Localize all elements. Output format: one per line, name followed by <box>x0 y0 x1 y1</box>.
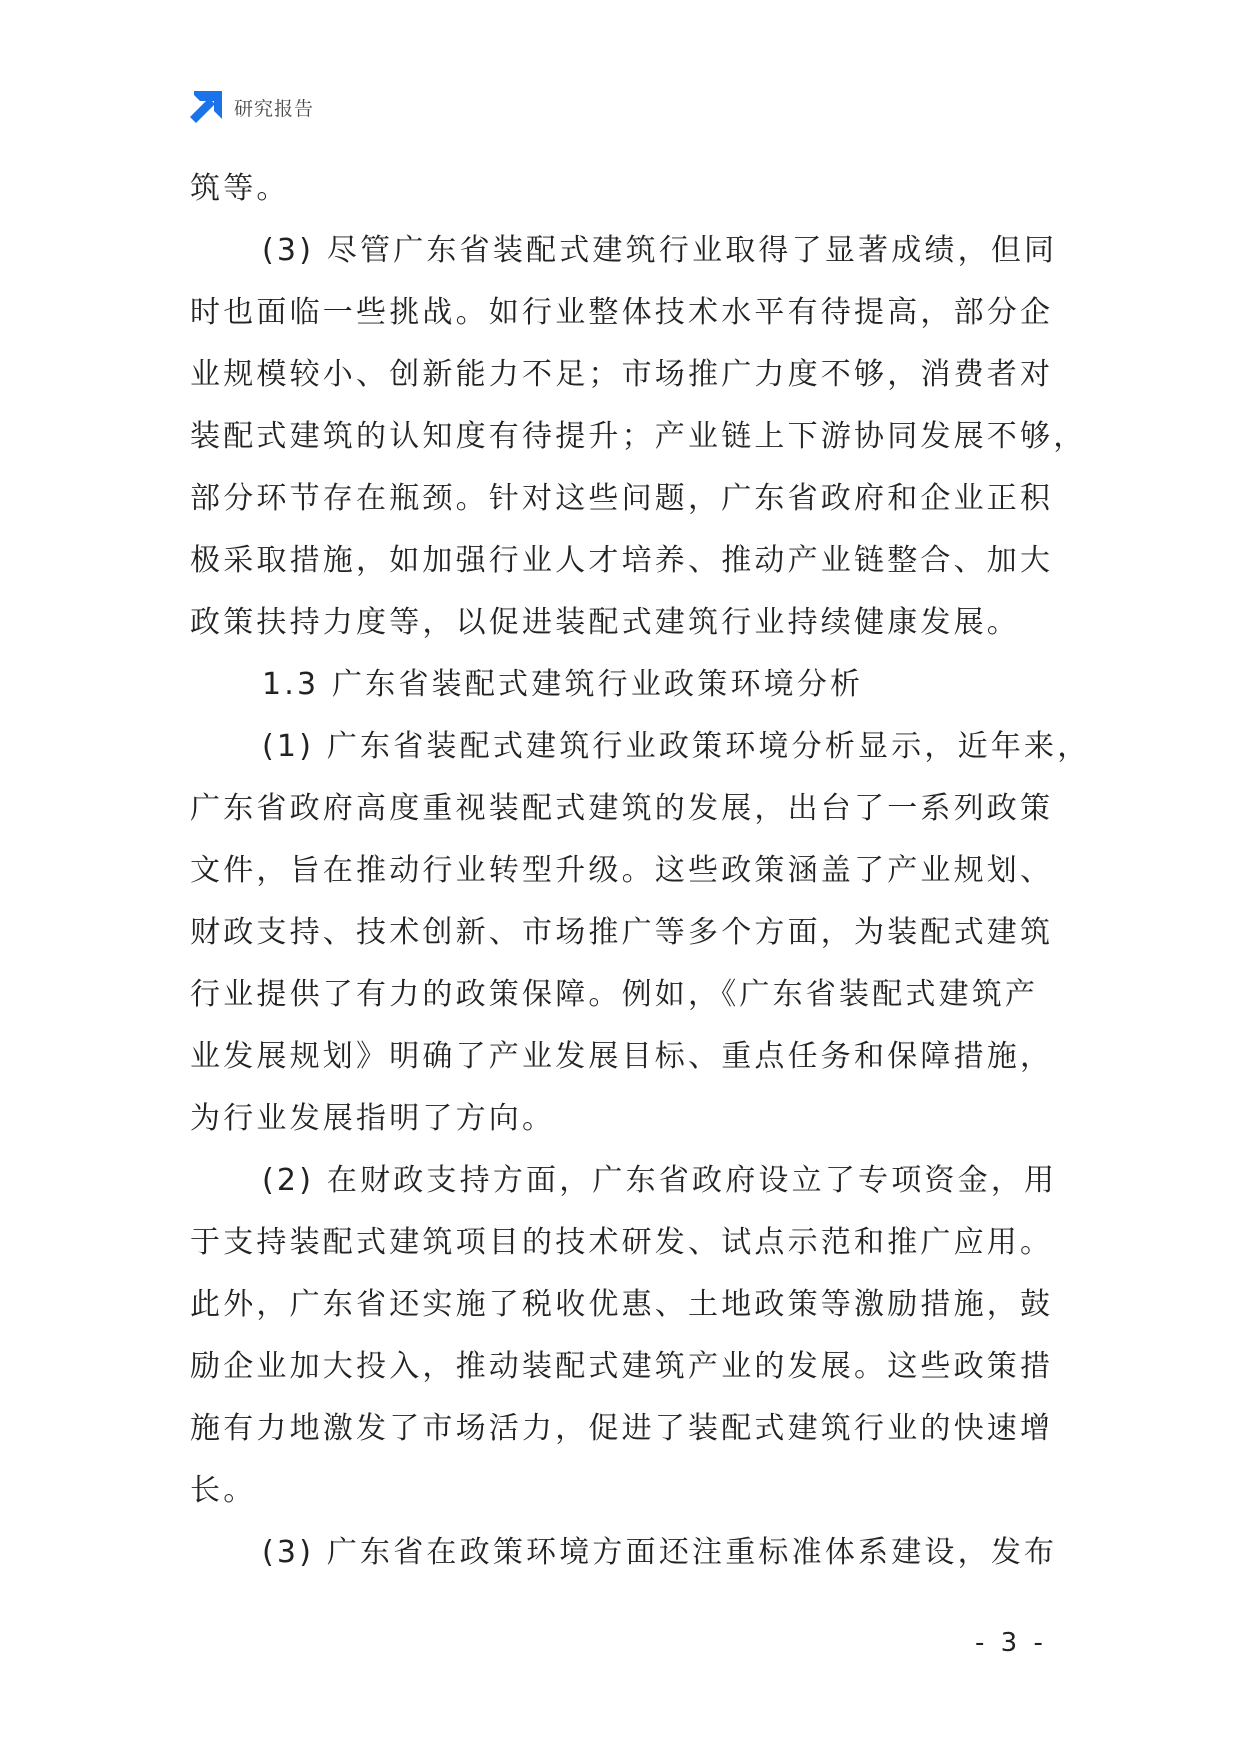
text-line: 筑等。 <box>190 171 290 206</box>
text-line: 施有力地激发了市场活力，促进了装配式建筑行业的快速增 <box>190 1411 1054 1446</box>
paragraph-start-line: (1) 广东省装配式建筑行业政策环境分析显示，近年来， <box>262 729 1091 764</box>
text-line: 长。 <box>190 1473 257 1508</box>
text-line: 财政支持、技术创新、市场推广等多个方面，为装配式建筑 <box>190 915 1054 950</box>
text-line: 于支持装配式建筑项目的技术研发、试点示范和推广应用。 <box>190 1225 1054 1260</box>
text-line: 装配式建筑的认知度有待提升；产业链上下游协同发展不够， <box>190 419 1087 454</box>
section-heading: 1.3 广东省装配式建筑行业政策环境分析 <box>262 667 864 702</box>
text-line: 为行业发展指明了方向。 <box>190 1101 556 1136</box>
document-body <box>190 158 1091 1584</box>
text-line: 广东省政府高度重视装配式建筑的发展，出台了一系列政策 <box>190 791 1054 826</box>
text-line: 部分环节存在瓶颈。针对这些问题，广东省政府和企业正积 <box>190 481 1054 516</box>
text-line: 极采取措施，如加强行业人才培养、推动产业链整合、加大 <box>190 543 1054 578</box>
text-line: 此外，广东省还实施了税收优惠、土地政策等激励措施，鼓 <box>190 1287 1054 1322</box>
text-line: 励企业加大投入，推动装配式建筑产业的发展。这些政策措 <box>190 1349 1054 1384</box>
paragraph-start-line: (3) 尽管广东省装配式建筑行业取得了显著成绩，但同 <box>262 233 1058 268</box>
text-line: 时也面临一些挑战。如行业整体技术水平有待提高，部分企 <box>190 295 1054 330</box>
paragraph-start-line: (2) 在财政支持方面，广东省政府设立了专项资金，用 <box>262 1163 1058 1198</box>
text-line: 政策扶持力度等，以促进装配式建筑行业持续健康发展。 <box>190 605 1020 640</box>
text-line: 行业提供了有力的政策保障。例如，《广东省装配式建筑产 <box>190 977 1039 1012</box>
page-number: - 3 - <box>975 1628 1047 1658</box>
text-line: 业规模较小、创新能力不足；市场推广力度不够，消费者对 <box>190 357 1054 392</box>
text-line: 业发展规划》明确了产业发展目标、重点任务和保障措施， <box>190 1039 1054 1074</box>
report-header <box>190 90 314 124</box>
arrow-logo-icon <box>190 91 222 123</box>
header-title: 研究报告 <box>234 97 315 120</box>
paragraph-start-line: (3) 广东省在政策环境方面还注重标准体系建设，发布 <box>262 1535 1058 1570</box>
text-line: 文件，旨在推动行业转型升级。这些政策涵盖了产业规划、 <box>190 853 1054 888</box>
